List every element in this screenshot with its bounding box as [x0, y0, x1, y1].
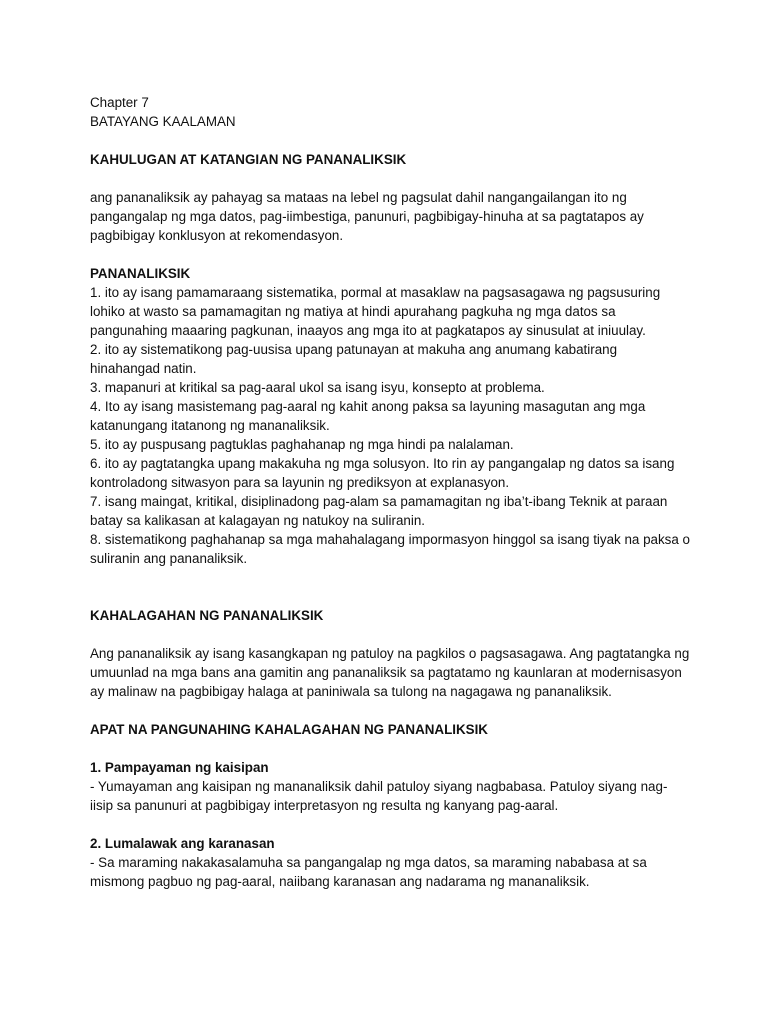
list-item: 5. ito ay puspusang pagtuklas paghahanap ng mga hindi pa nalalaman. — [90, 437, 514, 452]
list-item: 7. isang maingat, kritikal, disiplinadong pag-alam sa pamamagitan ng iba’t-ibang Teknik at paraan batay sa kalikasan at kalagayan ng natukoy na suliranin. — [90, 494, 668, 528]
point-text: - Sa maraming nakakasalamuha sa pangangalap ng mga datos, sa maraming nababasa at sa mismong pagbuo ng pag-aaral, naiibang karanasan ang nadarama ng mananaliksik. — [90, 855, 647, 889]
section-heading-kahulugan: KAHULUGAN AT KATANGIAN NG PANANALIKSIK — [90, 152, 407, 167]
list-item: 6. ito ay pagtatangka upang makakuha ng mga solusyon. Ito rin ay pangangalap ng datos sa isang kontroladong sitwasyon para sa layunin ng prediksyon at explanasyon. — [90, 456, 675, 490]
list-item: 4. Ito ay isang masistemang pag-aaral ng kahit anong paksa sa layuning masagutan ang mga katanungang itatanong ng mananaliksik. — [90, 399, 646, 433]
list-item: 3. mapanuri at kritikal sa pag-aaral ukol sa isang isyu, konsepto at problema. — [90, 380, 545, 395]
list-item: 2. ito ay sistematikong pag-uusisa upang patunayan at makuha ang anumang kabatirang hinahangad natin. — [90, 342, 618, 376]
list-item: 1. ito ay isang pamamaraang sistematika, pormal at masaklaw na pagsasagawa ng pagsusuring lohiko at wasto sa pamamagitan ng matiya at hindi apurahang pagkuha ng mga datos sa pangunahing maaaring pagkunan, inaayos ang mga ito at pagkatapos ay sinusulat at iniuulay. — [90, 285, 661, 338]
point-text: - Yumayaman ang kaisipan ng mananaliksik dahil patuloy siyang nagbabasa. Patuloy siyang nag-iisip sa panunuri at pagbibigay interpretasyon ng resulta ng kanyang pag-aaral. — [90, 779, 668, 813]
chapter-number: Chapter 7 — [90, 95, 149, 110]
point-title: 1. Pampayaman ng kaisipan — [90, 760, 269, 775]
section-heading-kahalagahan: KAHALAGAHAN NG PANANALIKSIK — [90, 608, 324, 623]
section-heading-pananaliksik: PANANALIKSIK — [90, 266, 191, 281]
list-item: 8. sistematikong paghahanap sa mga mahahalagang impormasyon hinggol sa isang tiyak na paksa o suliranin ang pananaliksik. — [90, 532, 690, 566]
point-title: 2. Lumalawak ang karanasan — [90, 836, 275, 851]
document-page — [90, 93, 690, 891]
chapter-title: BATAYANG KAALAMAN — [90, 114, 236, 129]
paragraph-kahulugan: ang pananaliksik ay pahayag sa mataas na lebel ng pagsulat dahil nangangailangan ito ng pangangalap ng mga datos, pag-iimbestiga, panunuri, pagbibigay-hinuha at sa pagtatapos ay pagbibigay konklusyon at rekomendasyon. — [90, 190, 644, 243]
paragraph-kahalagahan: Ang pananaliksik ay isang kasangkapan ng patuloy na pagkilos o pagsasagawa. Ang pagtatangka ng umuunlad na mga bans ana gamitin ang pananaliksik sa pagtatamo ng kaunlaran at modernisasyon ay malinaw na pagbibigay halaga at paniniwala sa tulong na nagagawa ng pananaliksik. — [90, 646, 690, 699]
section-heading-apat-na-kahalagahan: APAT NA PANGUNAHING KAHALAGAHAN NG PANANALIKSIK — [90, 722, 488, 737]
